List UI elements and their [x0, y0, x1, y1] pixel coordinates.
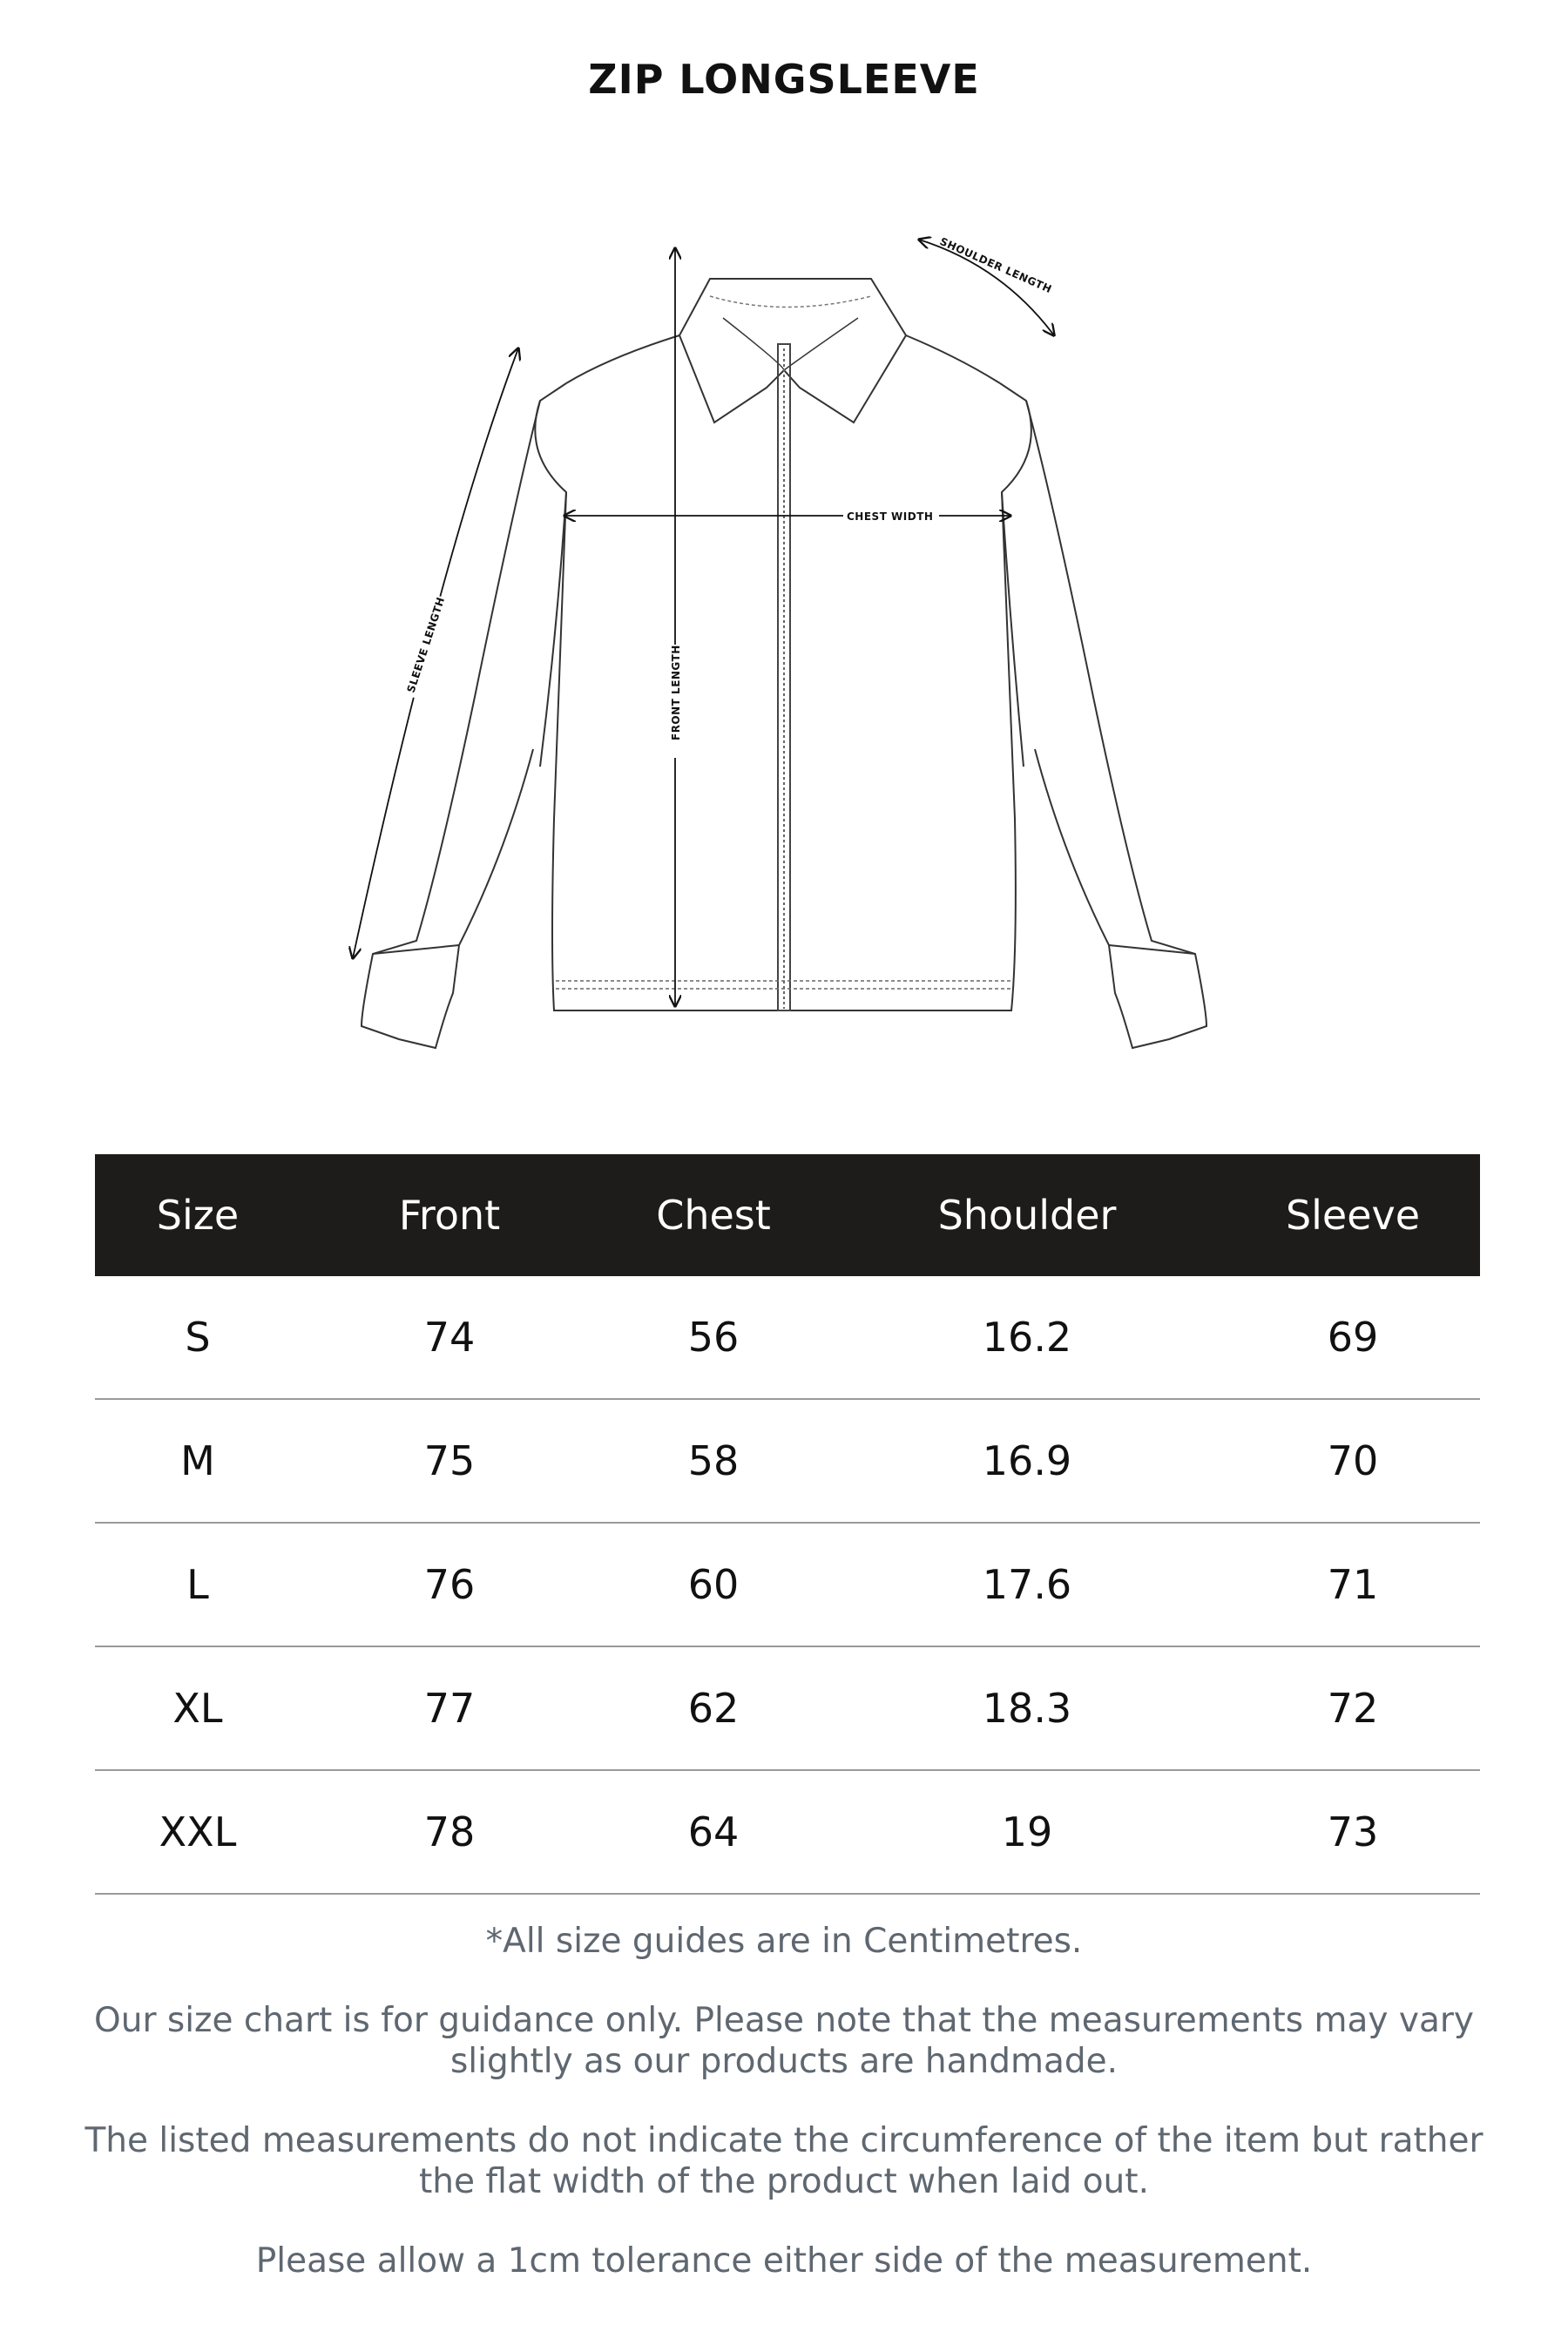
cell-size: XXL [159, 1808, 237, 1855]
cell-shoulder: 16.2 [982, 1314, 1072, 1361]
note-flat-width: The listed measurements do not indicate the circumference of the item but rather the flat width of the product when laid out. [84, 2121, 1484, 2201]
header-front: Front [398, 1192, 501, 1239]
cell-shoulder: 16.9 [982, 1437, 1072, 1484]
sleeve-length-label: SLEEVE LENGTH [404, 595, 448, 694]
cell-front: 76 [423, 1561, 476, 1608]
cell-sleeve: 70 [1327, 1437, 1379, 1484]
chest-width-label: CHEST WIDTH [847, 510, 934, 523]
table-row [95, 1276, 1480, 1400]
cell-size: L [186, 1561, 209, 1608]
table-row [95, 1647, 1480, 1771]
cell-size: M [180, 1437, 215, 1484]
cell-sleeve: 71 [1327, 1561, 1379, 1608]
size-notes [78, 1921, 1490, 2320]
cell-chest: 60 [687, 1561, 740, 1608]
collar-outline [679, 279, 906, 422]
note-units: *All size guides are in Centimetres. [485, 1922, 1083, 1961]
left-sleeve-outline [362, 401, 540, 1048]
header-size: Size [156, 1192, 240, 1239]
size-table-header [95, 1154, 1480, 1276]
cell-front: 74 [423, 1314, 476, 1361]
header-sleeve: Sleeve [1285, 1192, 1421, 1239]
table-row [95, 1400, 1480, 1524]
jacket-illustration [0, 139, 1568, 1080]
cell-size: XL [172, 1685, 223, 1732]
cell-shoulder: 17.6 [982, 1561, 1072, 1608]
cell-sleeve: 72 [1327, 1685, 1379, 1732]
cell-chest: 58 [687, 1437, 740, 1484]
cell-size: S [185, 1314, 211, 1361]
page-title: ZIP LONGSLEEVE [588, 56, 980, 103]
size-table [95, 1154, 1480, 1895]
right-sleeve-outline [1026, 401, 1206, 1048]
cell-front: 78 [423, 1808, 476, 1855]
cell-chest: 62 [687, 1685, 740, 1732]
header-shoulder: Shoulder [937, 1192, 1117, 1239]
header-chest: Chest [656, 1192, 771, 1239]
table-row [95, 1524, 1480, 1647]
shoulder-length-label: SHOULDER LENGTH [937, 234, 1054, 296]
cell-front: 75 [423, 1437, 476, 1484]
cell-sleeve: 73 [1327, 1808, 1379, 1855]
front-length-label: FRONT LENGTH [670, 645, 682, 740]
jacket-body-outline [535, 383, 1031, 1010]
cell-chest: 56 [687, 1314, 740, 1361]
note-tolerance: Please allow a 1cm tolerance either side of the measurement. [255, 2241, 1313, 2281]
note-guidance: Our size chart is for guidance only. Please note that the measurements may vary slightly as our products are handmade. [94, 2001, 1474, 2081]
garment-diagram [0, 139, 1568, 1080]
cell-shoulder: 19 [1001, 1808, 1053, 1855]
cell-front: 77 [423, 1685, 476, 1732]
cell-chest: 64 [687, 1808, 740, 1855]
cell-sleeve: 69 [1327, 1314, 1379, 1361]
cell-shoulder: 18.3 [982, 1685, 1072, 1732]
table-row [95, 1771, 1480, 1895]
